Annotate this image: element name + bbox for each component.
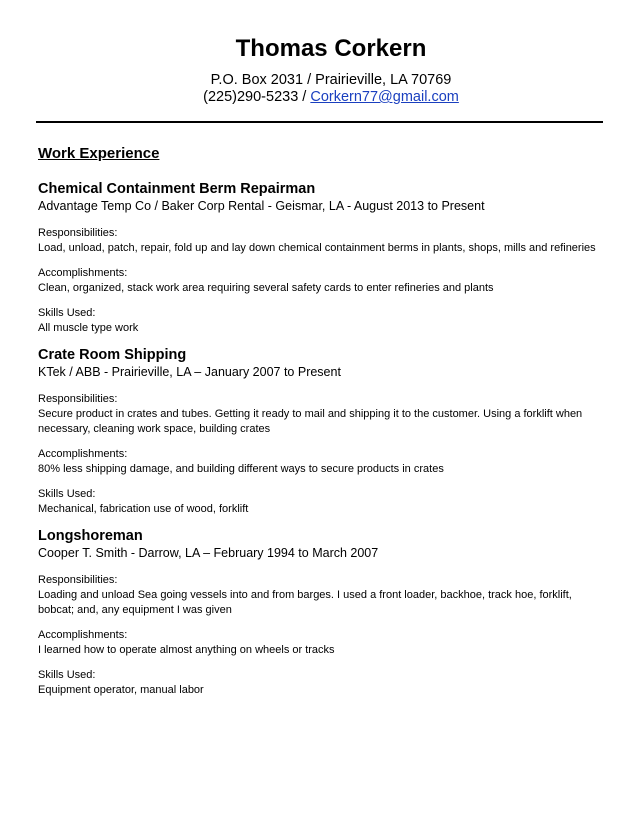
accomplishments-text: I learned how to operate almost anything on wheels or tracks <box>38 644 335 656</box>
skills-text: Mechanical, fabrication use of wood, forklift <box>38 503 249 515</box>
responsibilities-text: Secure product in crates and tubes. Getting it ready to mail and shipping it to the customer. Using a forklift when necessary, cleaning work space, building crates <box>38 408 583 435</box>
job-company: Cooper T. Smith - Darrow, LA – February 1994 to March 2007 <box>38 546 379 560</box>
job-entry <box>38 527 604 698</box>
job-entry <box>38 346 604 517</box>
skills-label: Skills Used: <box>38 488 96 500</box>
responsibilities-text: Load, unload, patch, repair, fold up and lay down chemical containment berms in plants, shops, mills and refineries <box>38 242 596 254</box>
job-company: Advantage Temp Co / Baker Corp Rental - Geismar, LA - August 2013 to Present <box>38 199 485 213</box>
skills-block <box>38 306 604 336</box>
accomplishments-block <box>38 266 604 296</box>
accomplishments-text: Clean, organized, stack work area requiring several safety cards to enter refineries and plants <box>38 282 494 294</box>
responsibilities-label: Responsibilities: <box>38 227 118 239</box>
job-title: Longshoreman <box>38 528 143 544</box>
skills-text: All muscle type work <box>38 322 139 334</box>
responsibilities-label: Responsibilities: <box>38 574 118 586</box>
responsibilities-text: Loading and unload Sea going vessels into and from barges. I used a front loader, backhoe, track hoe, forklift, bobcat; and, any equipment I was given <box>38 589 572 616</box>
responsibilities-block <box>38 226 604 256</box>
section-title: Work Experience <box>38 145 160 162</box>
job-company: KTek / ABB - Prairieville, LA – January 2007 to Present <box>38 365 341 379</box>
accomplishments-label: Accomplishments: <box>38 267 128 279</box>
job-title: Chemical Containment Berm Repairman <box>38 181 316 197</box>
main-content <box>38 144 604 708</box>
responsibilities-block <box>38 392 604 437</box>
address-line: P.O. Box 2031 / Prairieville, LA 70769 <box>210 72 452 88</box>
contact-line <box>0 88 638 106</box>
skills-block <box>38 668 604 698</box>
header-divider <box>36 121 603 123</box>
skills-label: Skills Used: <box>38 307 96 319</box>
accomplishments-label: Accomplishments: <box>38 629 128 641</box>
phone-number: (225)290-5233 / <box>203 89 311 105</box>
candidate-name: Thomas Corkern <box>235 35 427 62</box>
email-link[interactable]: Corkern77@gmail.com <box>310 89 459 105</box>
responsibilities-block <box>38 573 604 618</box>
skills-block <box>38 487 604 517</box>
accomplishments-label: Accomplishments: <box>38 448 128 460</box>
job-entry <box>38 180 604 336</box>
accomplishments-text: 80% less shipping damage, and building different ways to secure products in crates <box>38 463 444 475</box>
accomplishments-block <box>38 628 604 658</box>
responsibilities-label: Responsibilities: <box>38 393 118 405</box>
accomplishments-block <box>38 447 604 477</box>
job-title: Crate Room Shipping <box>38 347 187 363</box>
skills-label: Skills Used: <box>38 669 96 681</box>
skills-text: Equipment operator, manual labor <box>38 684 204 696</box>
